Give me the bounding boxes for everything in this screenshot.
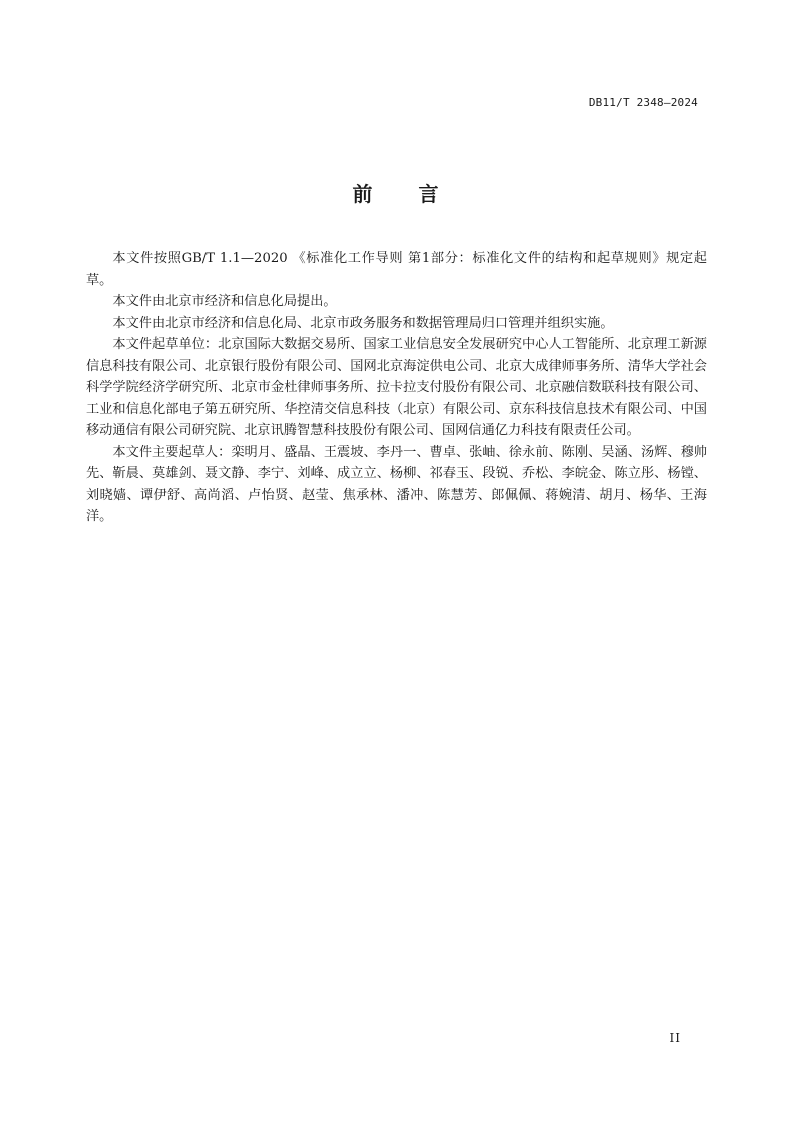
paragraph-drafters: 本文件主要起草人：栾明月、盛晶、王震坡、李丹一、曹卓、张岫、徐永前、陈刚、吴涵、汤辉、穆帅先、靳晨、莫雄剑、聂文静、李宁、刘峰、成立立、杨柳、祁春玉、段锐、乔松、李皖金、陈立彤、杨镗、刘晓嫱、谭伊舒、高尚滔、卢怡贤、赵莹、焦承林、潘冲、陈慧芳、郎佩佩、蒋婉清、胡月、杨华、王海洋。 [86, 444, 707, 524]
page-title [0, 178, 793, 207]
standard-code: DB11/T 2348—2024 [588, 96, 698, 109]
title-char-2: 言 [418, 182, 441, 206]
paragraph-drafting-rules: 本文件按照GB/T 1.1—2020 《标准化工作导则 第1部分：标准化文件的结构和起草规则》规定起草。 [86, 251, 707, 288]
paragraph-administration: 本文件由北京市经济和信息化局、北京市政务服务和数据管理局归口管理并组织实施。 [112, 315, 614, 331]
paragraph-drafting-units: 本文件起草单位：北京国际大数据交易所、国家工业信息安全发展研究中心人工智能所、北京理工新源信息科技有限公司、北京银行股份有限公司、国网北京海淀供电公司、北京大成律师事务所、清华大学社会科学学院经济学研究所、北京市金杜律师事务所、拉卡拉支付股份有限公司、北京融信数联科技有限公司、工业和信息化部电子第五研究所、华控清交信息科技（北京）有限公司、京东科技信息技术有限公司、中国移动通信有限公司研究院、北京讯腾智慧科技股份有限公司、国网信通亿力科技有限责任公司。 [86, 337, 707, 438]
foreword-body [86, 248, 707, 528]
page-number: II [669, 1031, 681, 1045]
paragraph-proposer: 本文件由北京市经济和信息化局提出。 [112, 294, 337, 309]
title-char-1: 前 [352, 182, 375, 206]
